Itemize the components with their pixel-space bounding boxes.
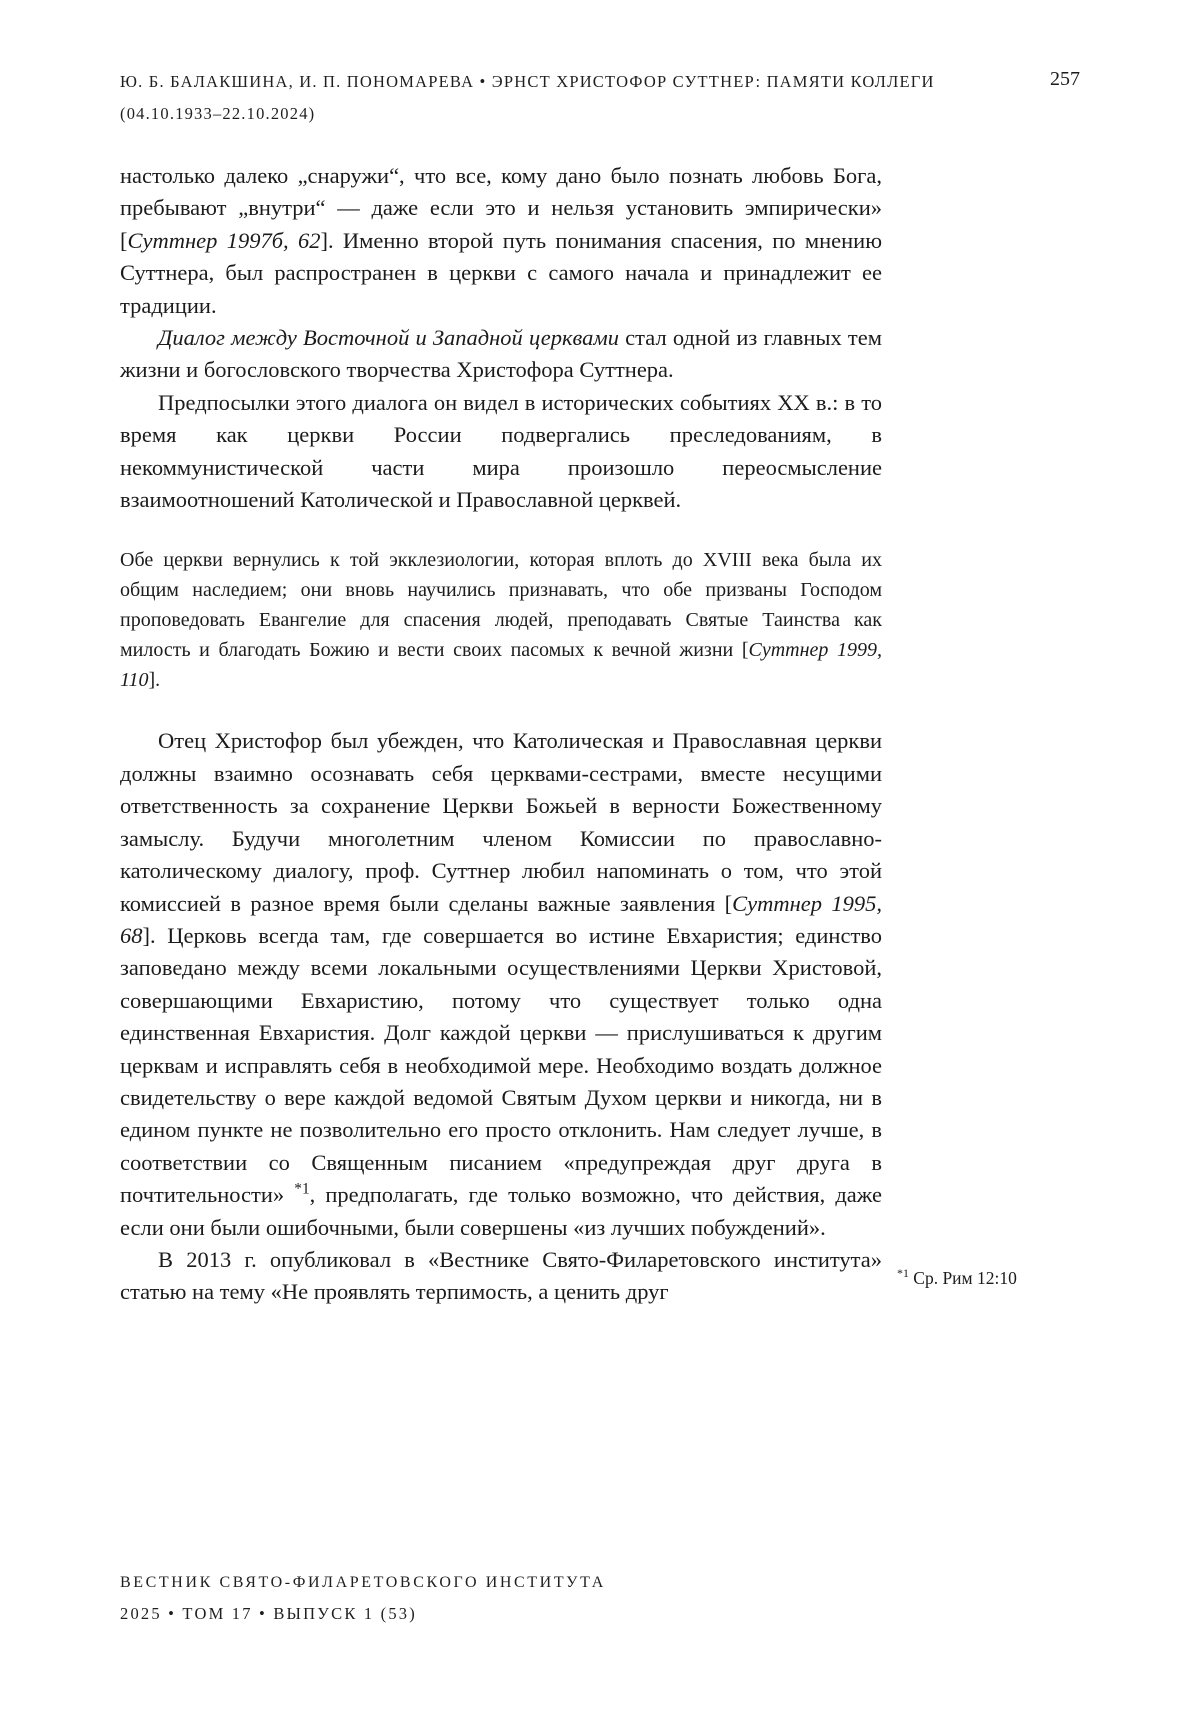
paragraph-father-christophor: Отец Христофор был убежден, что Католическая и Православная церкви должны взаимно осознавать себя церквами-сестрами, вместе несущими ответственность за сохранение Церкви Божьей в верности Божественному замыслу. Будучи многолетним членом Комиссии по православно-католическому диалогу, проф. Суттнер любил напоминать о том, что этой комиссией в разное время были сделаны важные заявления [Суттнер 1995, 68]. Церковь всегда там, где совершается во истине Евхаристия; единство заповедано между всеми локальными осуществлениями Церкви Христовой, совершающими Евхаристию, потому что существует только одна единственная Евхаристия. Долг каждой церкви — прислушиваться к другим церквам и исправлять себя в необходимой мере. Необходимо воздать должное свидетельству о вере каждой ведомой Святым Духом церкви и никогда, ни в едином пункте не позволительно его просто отклонить. Нам следует лучше, в соответствии со Священным писанием «предупреждая друг друга в почтительности» $^{*1}$, предполагать, где только возможно, что действия, даже если они были ошибочными, были совершены «из лучших побуждений». (120, 728, 883, 1240)
footer-issue-info: 2025 • ТОМ 17 • ВЫПУСК 1 (53) (120, 1604, 417, 1623)
running-head-dates: (04.10.1933–22.10.2024) (120, 104, 316, 123)
running-head-authors-title: Ю. Б. БАЛАКШИНА, И. П. ПОНОМАРЕВА • ЭРНСТ ХРИСТОФОР СУТТНЕР: ПАМЯТИ КОЛЛЕГИ (120, 72, 935, 91)
page-body (120, 160, 882, 1309)
running-head-text (120, 66, 935, 130)
paragraph-dialog: Диалог между Восточной и Западной церквами стал одной из главных тем жизни и богословского творчества Христофора Суттнера. (120, 325, 882, 383)
running-head (120, 66, 1080, 130)
page-footer (120, 1568, 606, 1630)
margin-note: $^{*1}$ Ср. Рим 12:10 (897, 1266, 1017, 1288)
paragraph-2013-article: В 2013 г. опубликовал в «Вестнике Свято-Филаретовского института» статью на тему «Не проявлять терпимость, а ценить друг (120, 1246, 882, 1305)
paragraph-continuation: настолько далеко „снаружи“, что все, кому дано было познать любовь Бога, пребывают „внутри“ — даже если это и нельзя установить эмпирически» [Суттнер 1997б, 62]. Именно второй путь понимания спасения, по мнению Суттнера, был распространен в церкви с самого начала и принадлежит ее традиции. (120, 163, 882, 318)
paragraph-preconditions: Предпосылки этого диалога он видел в исторических событиях XX в.: в то время как церкви России подвергались преследованиям, в некоммунистической части мира произошло переосмысление взаимоотношений Католической и Православной церквей. (120, 389, 882, 513)
footer-journal-title: ВЕСТНИК СВЯТО-ФИЛАРЕТОВСКОГО ИНСТИТУТА (120, 1574, 606, 1591)
page-number: 257 (1050, 68, 1080, 90)
block-quote: Обе церкви вернулись к той экклезиологии, которая вплоть до XVIII века была их общим наследием; они вновь научились признавать, что обе призваны Господом проповедовать Евангелие для спасения людей, преподавать Святые Таинства как милость и благодать Божию и вести своих пасомых к вечной жизни [Суттнер 1999, 110]. (120, 549, 882, 692)
